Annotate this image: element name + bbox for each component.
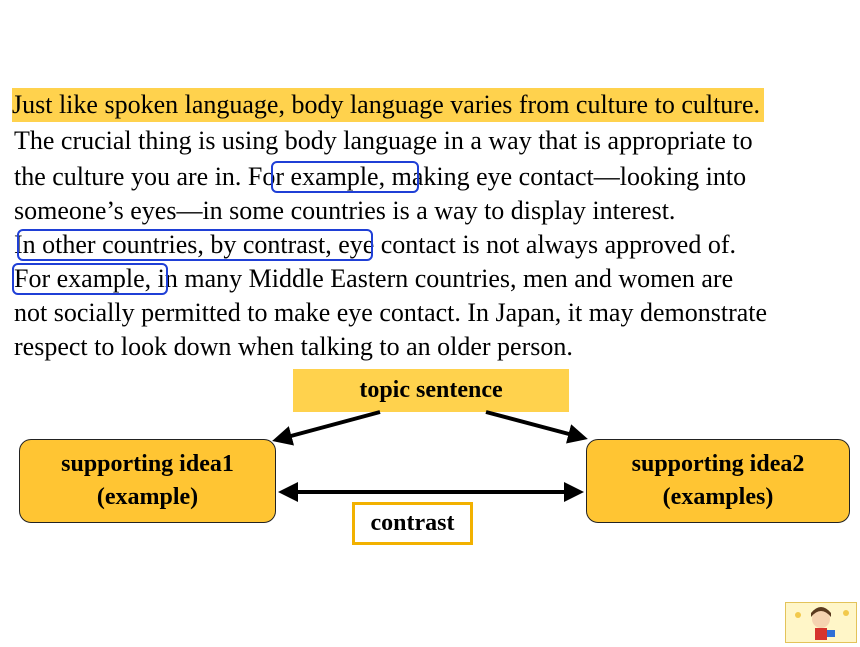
paragraph-line: respect to look down when talking to an older person. — [14, 332, 573, 361]
contrast-label: contrast — [370, 510, 455, 536]
supporting-idea1-label: supporting idea1 — [61, 451, 234, 477]
paragraph-line: For example, in many Middle Eastern countries, men and women are — [14, 264, 734, 293]
arrow-to-idea1 — [276, 412, 380, 440]
topic-sentence-label: topic sentence — [359, 377, 503, 403]
cartoon-girl-icon — [785, 602, 857, 643]
paragraph-line: the culture you are in. For example, making eye contact—looking into — [14, 162, 747, 191]
paragraph-line: not socially permitted to make eye contact. In Japan, it may demonstrate — [14, 298, 768, 327]
supporting-idea2-label: supporting idea2 — [631, 451, 805, 477]
paragraph-line: In other countries, by contrast, eye contact is not always approved of. — [14, 230, 736, 259]
supporting-idea1-sub: (example) — [96, 484, 199, 510]
paragraph-line: someone’s eyes—in some countries is a way to display interest. — [14, 196, 676, 225]
arrow-to-idea2 — [486, 412, 584, 438]
topic-sentence-line: Just like spoken language, body language varies from culture to culture. — [12, 88, 764, 122]
paragraph-line: The crucial thing is using body language in a way that is appropriate to — [14, 126, 753, 155]
supporting-idea2-sub: (examples) — [662, 484, 774, 510]
